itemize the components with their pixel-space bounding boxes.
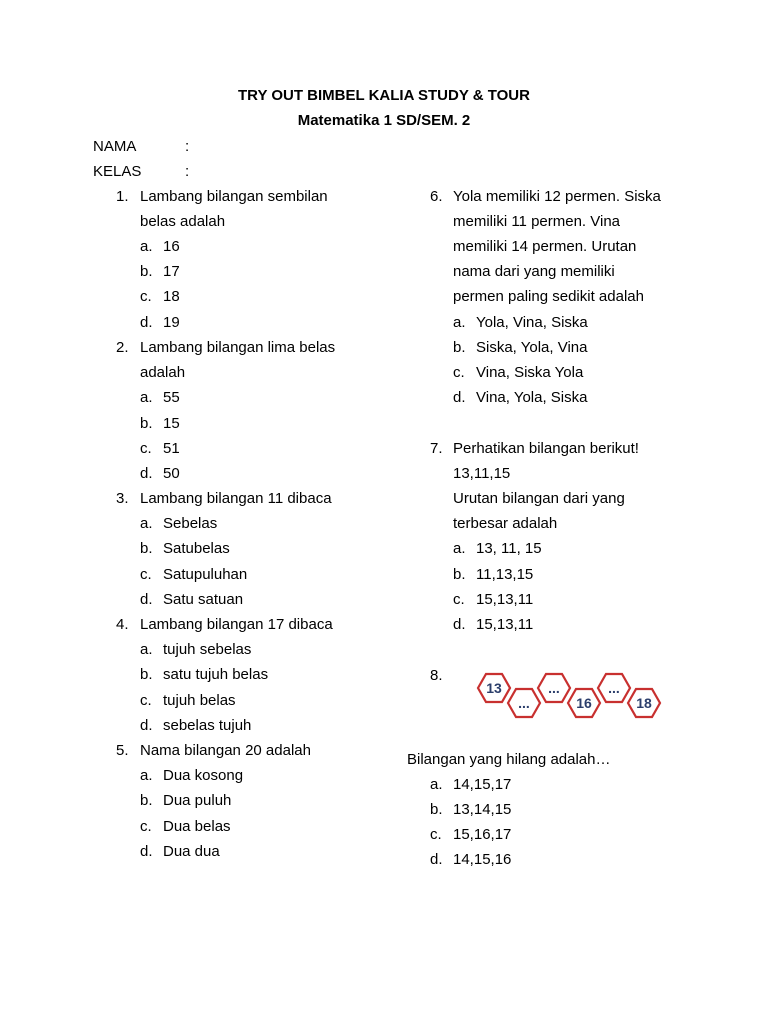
question-prompt: Bilangan yang hilang adalah…	[407, 751, 611, 768]
question-number: 8.	[430, 667, 443, 684]
question-text: terbesar adalah	[453, 515, 558, 532]
option-letter: a.	[140, 515, 153, 532]
option-text: 15	[163, 415, 180, 432]
question-text: adalah	[140, 364, 186, 381]
option-text: 11,13,15	[476, 566, 534, 583]
question-text: Nama bilangan 20 adalah	[140, 742, 311, 759]
option-letter: d.	[430, 851, 443, 868]
option-text: 13,14,15	[453, 801, 512, 818]
option-text: 15,16,17	[453, 826, 512, 843]
question-text: Yola memiliki 12 permen. Siska	[453, 188, 661, 205]
option-letter: d.	[140, 314, 153, 331]
question-text: Urutan bilangan dari yang	[453, 490, 625, 507]
option-text: Yola, Vina, Siska	[476, 314, 588, 331]
option-text: Satupuluhan	[163, 566, 248, 583]
hexagon-sequence	[470, 668, 666, 720]
option-text: Dua belas	[163, 818, 231, 835]
option-text: 15,13,11	[476, 591, 534, 608]
question-text: Lambang bilangan 11 dibaca	[140, 490, 332, 507]
option-text: 14,15,16	[453, 851, 512, 868]
hexagon-cell	[598, 674, 630, 702]
option-letter: a.	[453, 540, 466, 557]
option-letter: b.	[140, 792, 153, 809]
question-number: 7.	[430, 440, 443, 457]
hexagon-label: 18	[636, 695, 652, 711]
field-colon-nama: :	[185, 138, 190, 155]
question-text: nama dari yang memiliki	[453, 263, 615, 280]
question-text: 13,11,15	[453, 465, 511, 482]
page-subtitle: Matematika 1 SD/SEM. 2	[297, 112, 471, 129]
option-text: tujuh sebelas	[163, 641, 252, 658]
question-text: memiliki 11 permen. Vina	[453, 213, 621, 230]
option-letter: d.	[453, 616, 466, 633]
option-letter: c.	[453, 591, 465, 608]
hexagon-label: 13	[486, 680, 502, 696]
option-letter: a.	[430, 776, 443, 793]
question-text: Lambang bilangan 17 dibaca	[140, 616, 333, 633]
option-text: Siska, Yola, Vina	[476, 339, 588, 356]
option-letter: d.	[140, 591, 153, 608]
option-letter: c.	[453, 364, 465, 381]
hexagon-cell	[568, 689, 600, 717]
hexagon-label: ...	[518, 695, 530, 711]
option-letter: a.	[140, 641, 153, 658]
option-letter: b.	[430, 801, 443, 818]
option-letter: c.	[140, 566, 152, 583]
option-text: Sebelas	[163, 515, 218, 532]
option-text: 19	[163, 314, 180, 331]
hexagon-cell	[538, 674, 570, 702]
option-letter: c.	[430, 826, 442, 843]
page-title: TRY OUT BIMBEL KALIA STUDY & TOUR	[238, 87, 530, 104]
option-letter: a.	[453, 314, 466, 331]
hexagon-label: 16	[576, 695, 592, 711]
option-letter: d.	[453, 389, 466, 406]
hexagon-cell	[508, 689, 540, 717]
option-text: Satubelas	[163, 540, 230, 557]
question-number: 5.	[116, 742, 129, 759]
hexagon-cell	[478, 674, 510, 702]
option-text: 51	[163, 440, 180, 457]
field-label-kelas: KELAS	[93, 163, 142, 180]
option-letter: b.	[453, 566, 466, 583]
question-number: 6.	[430, 188, 443, 205]
question-text: Lambang bilangan sembilan	[140, 188, 328, 205]
option-letter: c.	[140, 440, 152, 457]
option-text: satu tujuh belas	[163, 666, 269, 683]
option-letter: a.	[140, 238, 153, 255]
option-text: tujuh belas	[163, 692, 236, 709]
option-text: 55	[163, 389, 180, 406]
hexagon-label: ...	[608, 680, 620, 696]
option-text: sebelas tujuh	[163, 717, 252, 734]
option-letter: c.	[140, 692, 152, 709]
question-text: Perhatikan bilangan berikut!	[453, 440, 639, 457]
field-label-nama: NAMA	[93, 138, 137, 155]
question-text: memiliki 14 permen. Urutan	[453, 238, 637, 255]
option-text: 14,15,17	[453, 776, 512, 793]
option-letter: c.	[140, 288, 152, 305]
option-text: Vina, Siska Yola	[476, 364, 584, 381]
option-text: 18	[163, 288, 180, 305]
hexagon-cell	[628, 689, 660, 717]
option-letter: a.	[140, 767, 153, 784]
option-letter: c.	[140, 818, 152, 835]
option-letter: d.	[140, 717, 153, 734]
option-letter: b.	[453, 339, 466, 356]
option-letter: a.	[140, 389, 153, 406]
question-text: Lambang bilangan lima belas	[140, 339, 336, 356]
question-number: 2.	[116, 339, 129, 356]
option-text: Vina, Yola, Siska	[476, 389, 588, 406]
field-colon-kelas: :	[185, 163, 190, 180]
option-text: 50	[163, 465, 180, 482]
option-letter: b.	[140, 666, 153, 683]
option-text: 16	[163, 238, 180, 255]
option-text: 13, 11, 15	[476, 540, 542, 557]
hexagon-label: ...	[548, 680, 560, 696]
option-text: Dua dua	[163, 843, 220, 860]
option-letter: b.	[140, 263, 153, 280]
question-text: permen paling sedikit adalah	[453, 288, 644, 305]
option-letter: d.	[140, 465, 153, 482]
question-number: 1.	[116, 188, 129, 205]
option-text: Satu satuan	[163, 591, 244, 608]
question-text: belas adalah	[140, 213, 226, 230]
question-number: 4.	[116, 616, 129, 633]
question-number: 3.	[116, 490, 129, 507]
option-text: Dua kosong	[163, 767, 244, 784]
option-text: Dua puluh	[163, 792, 232, 809]
option-letter: b.	[140, 540, 153, 557]
option-letter: d.	[140, 843, 153, 860]
option-letter: b.	[140, 415, 153, 432]
option-text: 17	[163, 263, 180, 280]
option-text: 15,13,11	[476, 616, 534, 633]
